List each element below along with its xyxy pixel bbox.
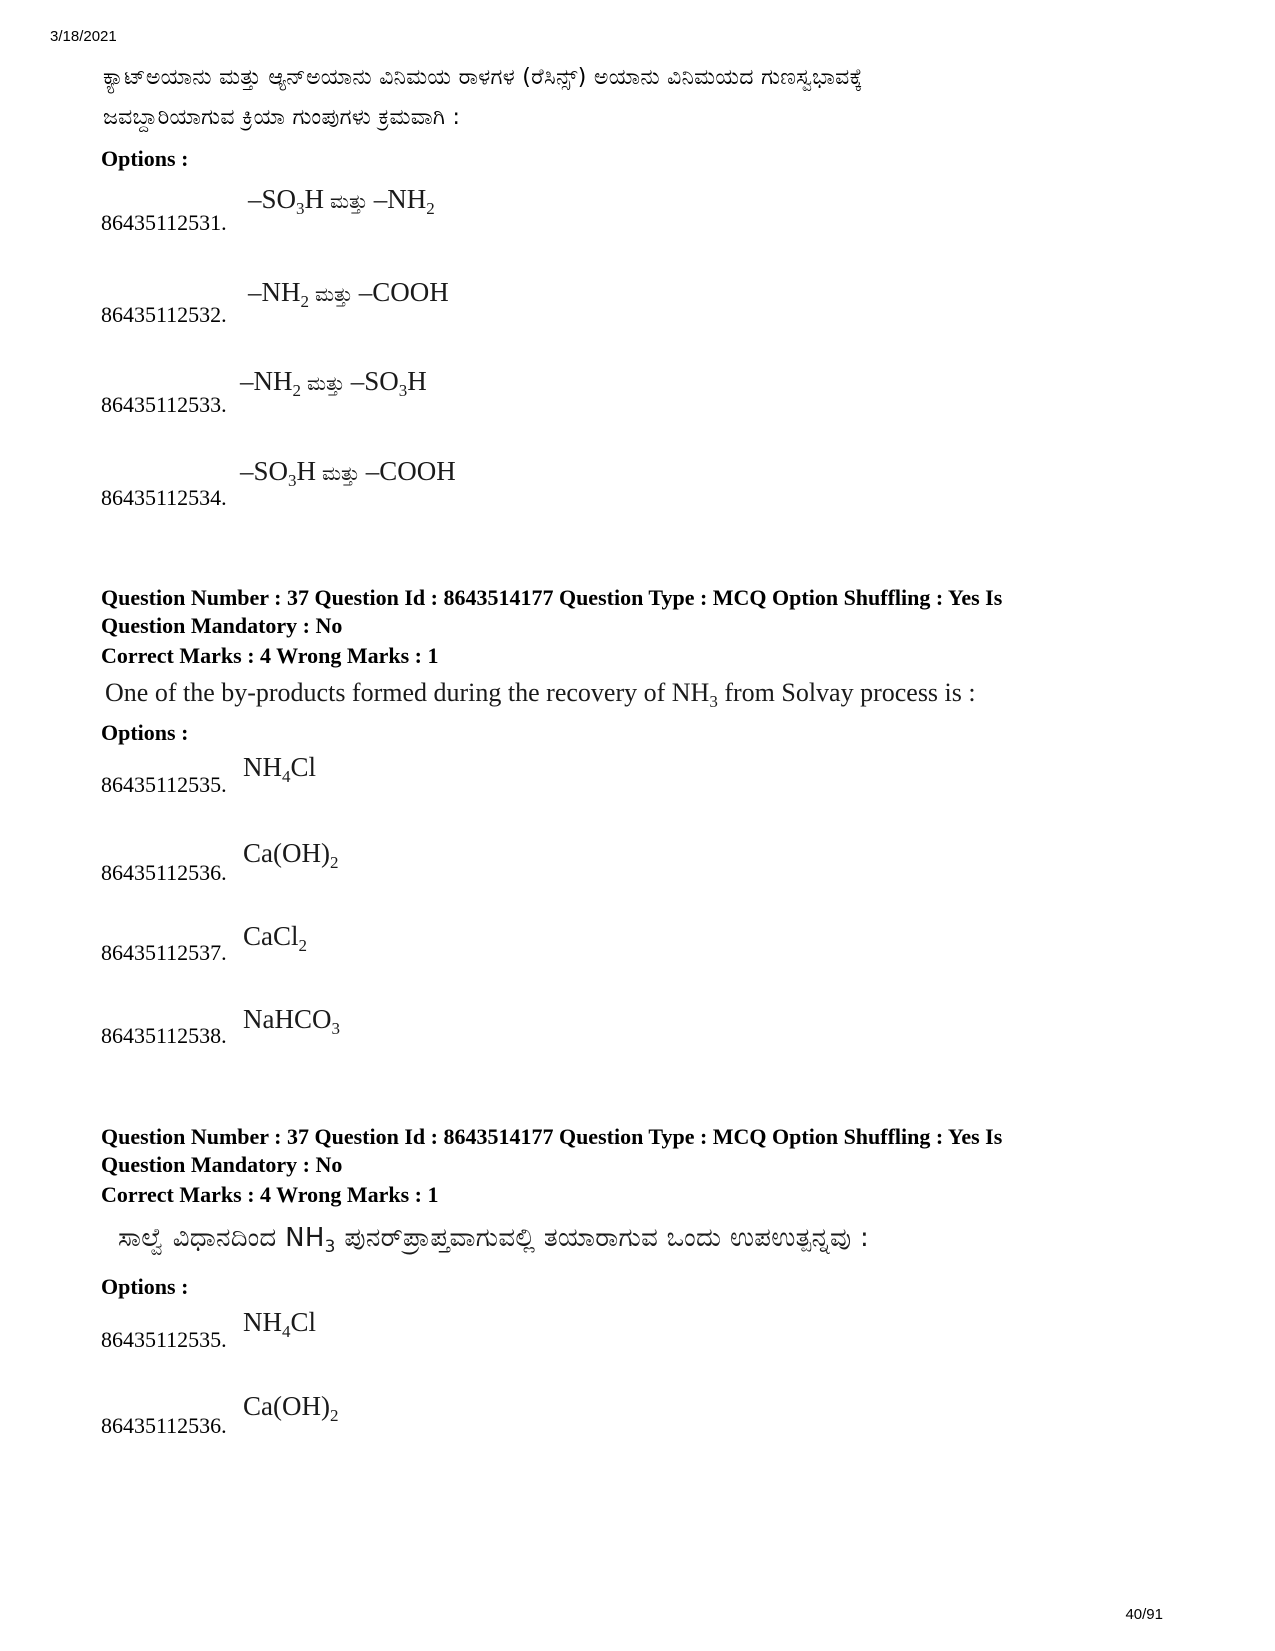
print-date: 3/18/2021 xyxy=(50,28,117,45)
page-number: 40/91 xyxy=(1125,1606,1163,1623)
option-formula: $-SO_3H$ ಮತ್ತು –COOH xyxy=(240,456,456,490)
option-formula: NaHCO$_3$ xyxy=(243,1004,340,1038)
question-stem: ಸಾಲ್ವೆ ವಿಧಾನದಿಂದ $NH_3$ ಪುನರ್‌ಪ್ರಾಪ್ತವಾಗುವಲ್ಲಿ ತಯಾರಾಗುವ ಒಂದು ಉಪಉತ್ಪನ್ನವು : xyxy=(118,1223,870,1257)
option-id: 86435112533. xyxy=(101,392,227,417)
option-formula: $Ca(OH)_2$ xyxy=(243,838,339,872)
option-formula: CaCl$_2$ xyxy=(243,921,308,955)
option-id: 86435112536. xyxy=(101,860,227,885)
question-stem-kannada-line-1: ಕ್ಯಾಟ್‌ಅಯಾನು ಮತ್ತು ಆ್ಯನ್‌ಅಯಾನು ವಿನಿಮಯ ರಾಳಗಳ (ರೆಸಿನ್ಸ್) ಅಯಾನು ವಿನಿಮಯದ ಗುಣಸ್ವಭಾವಕ್ಕೆ xyxy=(103,65,863,90)
option-formula: $-SO_3H$ ಮತ್ತು $-NH_2$ xyxy=(248,184,435,218)
option-id: 86435112536. xyxy=(101,1413,227,1438)
option-formula: $NH_4Cl$ xyxy=(243,752,317,786)
options-label: Options : xyxy=(101,720,189,745)
option-id: 86435112535. xyxy=(101,1327,227,1352)
option-formula: $-NH_2$ ಮತ್ತು $-SO_3H$ xyxy=(240,366,427,400)
question-meta: Question Number : 37 Question Id : 8643514177 Question Type : MCQ Option Shuffling : Yes Is Question Mandatory : No xyxy=(101,585,1003,638)
option-formula: $NH_4Cl$ xyxy=(243,1307,317,1341)
option-formula: $-NH_2$ ಮತ್ತು –COOH xyxy=(248,277,449,311)
option-id: 86435112537. xyxy=(101,940,227,965)
option-id: 86435112535. xyxy=(101,772,227,797)
option-formula: $Ca(OH)_2$ xyxy=(243,1391,339,1425)
option-id: 86435112531. xyxy=(101,210,227,235)
option-id: 86435112534. xyxy=(101,485,227,510)
options-label: Options : xyxy=(101,1274,189,1299)
option-id: 86435112538. xyxy=(101,1023,227,1048)
question-meta: Question Number : 37 Question Id : 8643514177 Question Type : MCQ Option Shuffling : Yes Is Question Mandatory : No xyxy=(101,1124,1003,1177)
option-id: 86435112532. xyxy=(101,302,227,327)
question-marks: Correct Marks : 4 Wrong Marks : 1 xyxy=(101,643,439,668)
options-label: Options : xyxy=(101,146,189,171)
question-marks: Correct Marks : 4 Wrong Marks : 1 xyxy=(101,1182,439,1207)
question-stem-kannada-line-2: ಜವಬ್ದಾರಿಯಾಗುವ ಕ್ರಿಯಾ ಗುಂಪುಗಳು ಕ್ರಮವಾಗಿ : xyxy=(103,105,461,130)
question-stem: One of the by-products formed during the recovery of $NH_3$ from Solvay process is : xyxy=(105,678,976,711)
